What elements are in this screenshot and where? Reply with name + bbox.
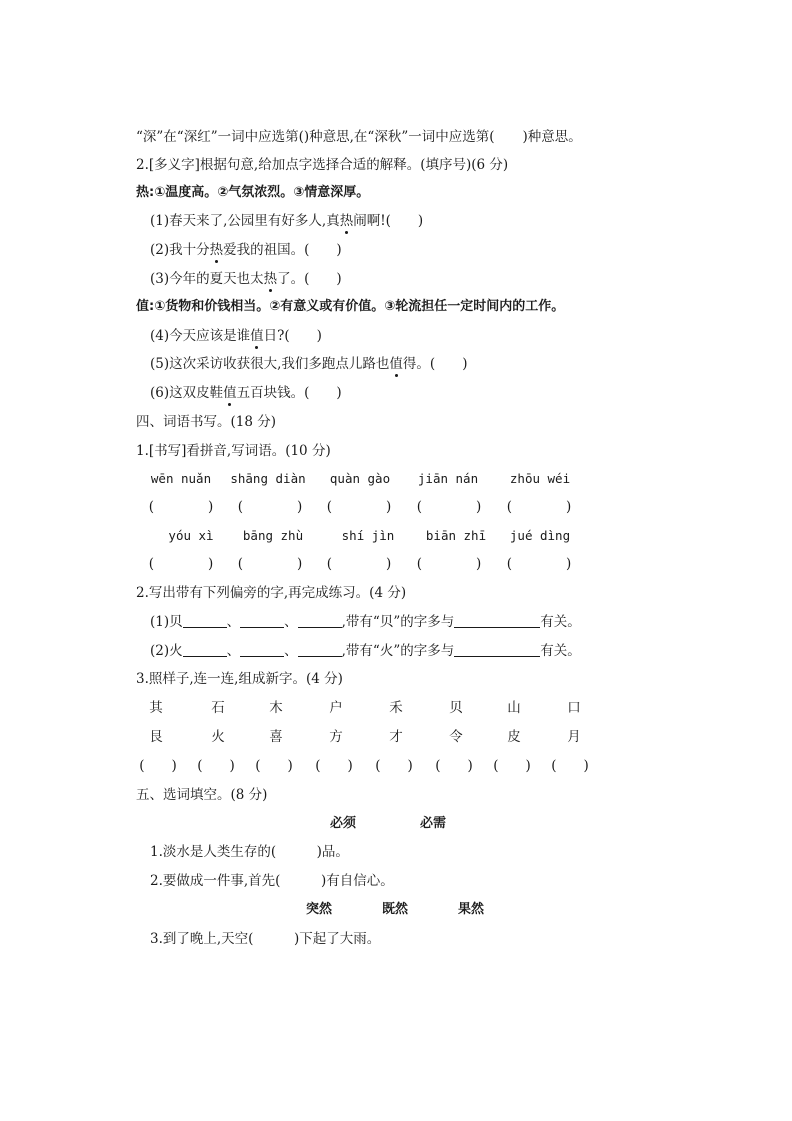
word-choice-2a: 突然 (306, 902, 333, 917)
char-item[interactable]: 艮 (149, 729, 163, 745)
top-question-text-a: “深”在“深红”一词中应选第()种意思,在“深秋”一词中应选第( (136, 129, 495, 145)
answer-paren[interactable]: ( ) (148, 499, 214, 515)
pinyin-item: bāng zhù (242, 528, 304, 543)
answer-paren[interactable]: ( ) (237, 499, 303, 515)
char-item[interactable]: 月 (567, 729, 581, 745)
dotted-char: 热 (209, 242, 224, 258)
pinyin-item: wēn nuǎn (150, 471, 212, 486)
sec4-q1-title: 1.[书写]看拼音,写词语。(10 分) (136, 443, 331, 459)
combine-answer-paren[interactable]: ( ) (315, 758, 353, 774)
combine-answer-paren[interactable]: ( ) (551, 758, 589, 774)
char-item[interactable]: 火 (211, 729, 225, 745)
blank-line[interactable] (454, 641, 540, 657)
blank-line[interactable] (183, 612, 227, 628)
dotted-char: 值 (250, 328, 264, 344)
word-choice-1b: 必需 (420, 816, 447, 831)
top-question-line (136, 127, 582, 147)
answer-paren[interactable]: ( ) (506, 499, 572, 515)
blank-line[interactable] (454, 612, 540, 628)
dotted-char: 热 (339, 213, 354, 229)
answer-paren[interactable]: ( ) (237, 556, 303, 572)
dotted-char: 热 (263, 271, 278, 287)
answer-paren[interactable]: ( ) (416, 499, 482, 515)
combine-answer-paren[interactable]: ( ) (375, 758, 413, 774)
combine-answer-paren[interactable]: ( ) (255, 758, 293, 774)
word-choice-2b: 既然 (382, 902, 409, 917)
char-item[interactable]: 山 (507, 700, 521, 716)
char-item[interactable]: 禾 (389, 700, 403, 716)
char-item[interactable]: 方 (329, 729, 343, 745)
sec5-sentence-2: 2.要做成一件事,首先( )有自信心。 (150, 873, 394, 889)
char-item[interactable]: 皮 (507, 729, 521, 745)
blank-line[interactable] (240, 612, 284, 628)
char-item[interactable]: 木 (269, 700, 283, 716)
answer-paren[interactable]: ( ) (326, 499, 392, 515)
section-4-title: 四、词语书写。(18 分) (136, 414, 277, 430)
radical-row-1: (1)贝 、 、 ,带有“贝”的字多与 有关。 (150, 614, 581, 630)
combine-answer-paren[interactable]: ( ) (435, 758, 473, 774)
blank-line[interactable] (240, 641, 284, 657)
sec4-q3-title: 3.照样子,连一连,组成新字。(4 分) (136, 671, 343, 687)
word-choice-2c: 果然 (458, 902, 485, 917)
pinyin-item: zhōu wéi (509, 471, 571, 486)
char-item[interactable]: 喜 (269, 729, 283, 745)
sec5-sentence-1: 1.淡水是人类生存的( )品。 (150, 844, 349, 860)
pinyin-item: jué dìng (509, 528, 571, 543)
q2-sentence-5: (5)这次采访收获很大,我们多跑点儿路也值得。( ) (150, 356, 468, 372)
q2-sentence-6: (6)这双皮鞋值五百块钱。( ) (150, 385, 342, 401)
combine-answer-paren[interactable]: ( ) (139, 758, 177, 774)
radical-row-2: (2)火 、 、 ,带有“火”的字多与 有关。 (150, 643, 581, 659)
q2-sentence-4: (4)今天应该是谁值日?( ) (150, 328, 322, 344)
dotted-char: 值 (223, 385, 237, 401)
re-definitions: 热:①温度高。②气氛浓烈。③情意深厚。 (136, 185, 370, 200)
pinyin-item: yóu xì (168, 528, 214, 543)
char-item[interactable]: 其 (149, 700, 163, 716)
pinyin-item: shāng diàn (230, 471, 306, 486)
char-item[interactable]: 令 (449, 729, 463, 745)
char-item[interactable]: 才 (389, 729, 403, 745)
combine-answer-paren[interactable]: ( ) (493, 758, 531, 774)
char-item[interactable]: 贝 (449, 700, 463, 716)
pinyin-item: quàn gào (329, 471, 391, 486)
answer-paren[interactable]: ( ) (506, 556, 572, 572)
answer-paren[interactable]: ( ) (148, 556, 214, 572)
blank-line[interactable] (298, 641, 342, 657)
q2-title: 2.[多义字]根据句意,给加点字选择合适的解释。(填序号)(6 分) (136, 157, 509, 173)
blank-line[interactable] (183, 641, 227, 657)
q2-sentence-2: (2)我十分热爱我的祖国。( ) (150, 242, 342, 258)
word-choice-1a: 必须 (330, 816, 357, 831)
q2-sentence-3: (3)今年的夏天也太热了。( ) (150, 271, 342, 287)
q2-sentence-1: (1)春天来了,公园里有好多人,真热闹啊!( ) (150, 213, 424, 229)
answer-paren[interactable]: ( ) (326, 556, 392, 572)
pinyin-item: jiān nán (417, 471, 479, 486)
section-5-title: 五、选词填空。(8 分) (136, 787, 268, 803)
top-question-text-b: )种意思。 (522, 129, 582, 145)
zhi-definitions: 值:①货物和价钱相当。②有意义或有价值。③轮流担任一定时间内的工作。 (136, 299, 565, 314)
blank-line[interactable] (298, 612, 342, 628)
char-item[interactable]: 口 (567, 700, 581, 716)
pinyin-item: shí jìn (341, 528, 395, 543)
char-item[interactable]: 户 (329, 700, 343, 716)
combine-answer-paren[interactable]: ( ) (197, 758, 235, 774)
dotted-char: 值 (389, 356, 403, 372)
pinyin-item: biān zhī (425, 528, 487, 543)
answer-paren[interactable]: ( ) (416, 556, 482, 572)
char-item[interactable]: 石 (211, 700, 225, 716)
sec4-q2-title: 2.写出带有下列偏旁的字,再完成练习。(4 分) (136, 585, 407, 601)
sec5-sentence-3: 3.到了晚上,天空( )下起了大雨。 (150, 931, 381, 947)
